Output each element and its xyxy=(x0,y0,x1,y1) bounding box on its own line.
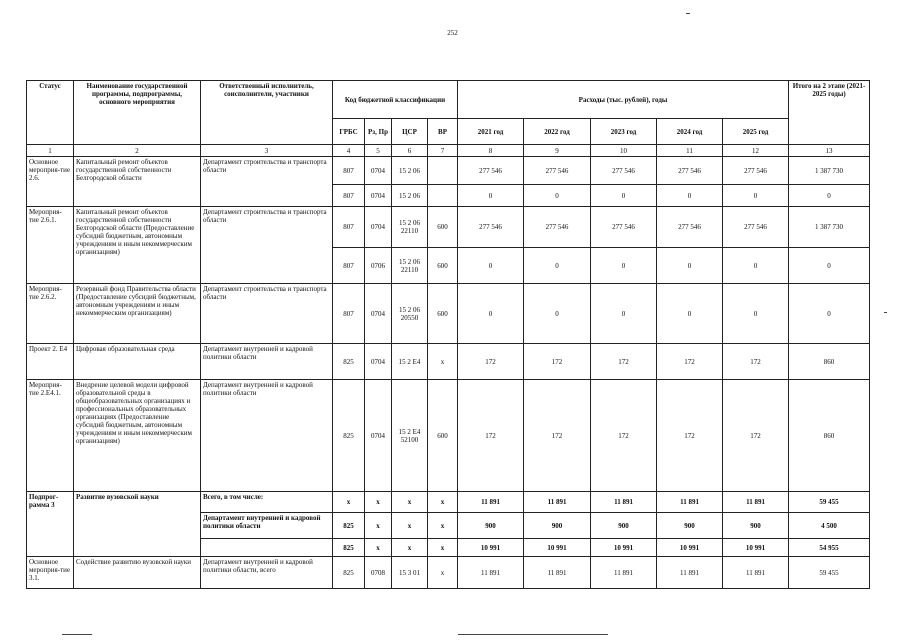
cell-v2022: 0 xyxy=(524,185,591,207)
column-index: 8 xyxy=(458,145,524,157)
cell-v2021: 172 xyxy=(458,344,524,380)
cell-v2023: 900 xyxy=(591,513,657,539)
cell-v2021: 900 xyxy=(458,513,524,539)
cell-grbs: 807 xyxy=(333,207,365,248)
cell-v2022: 172 xyxy=(524,344,591,380)
header-y2025: 2025 год xyxy=(723,119,789,145)
header-y2022: 2022 год xyxy=(524,119,591,145)
cell-rzpr: 0704 xyxy=(365,185,392,207)
table-row xyxy=(27,380,870,492)
cell-responsible: Департамент внутренней и кадровой политики области xyxy=(201,380,333,492)
cell-v2022: 0 xyxy=(524,284,591,344)
cell-vr: 600 xyxy=(428,248,458,284)
header-csr: ЦСР xyxy=(392,119,428,145)
budget-table xyxy=(26,80,870,589)
cell-v2023: 0 xyxy=(591,284,657,344)
cell-v2021: 0 xyxy=(458,284,524,344)
header-grbs: ГРБС xyxy=(333,119,365,145)
cell-v2022: 277 546 xyxy=(524,157,591,185)
cell-vr xyxy=(428,157,458,185)
cell-v2024: 900 xyxy=(657,513,723,539)
cell-name: Содействие развитию вузовской науки xyxy=(74,557,201,589)
cell-v2024: 277 546 xyxy=(657,207,723,248)
cell-status: Проект 2. Е4 xyxy=(27,344,74,380)
cell-v2024: 172 xyxy=(657,380,723,492)
cell-responsible xyxy=(201,539,333,557)
cell-grbs: 807 xyxy=(333,157,365,185)
cell-v2021: 0 xyxy=(458,185,524,207)
cell-v2025: 10 991 xyxy=(723,539,789,557)
cell-vr: 600 xyxy=(428,284,458,344)
cell-csr: 15 3 01 xyxy=(392,557,428,589)
cell-csr: х xyxy=(392,539,428,557)
cell-vr: х xyxy=(428,539,458,557)
cell-status: Мероприя-тие 2.Е4.1. xyxy=(27,380,74,492)
cell-v2023: 277 546 xyxy=(591,207,657,248)
cell-total: 1 387 730 xyxy=(789,207,870,248)
cell-grbs: 825 xyxy=(333,513,365,539)
cell-vr: х xyxy=(428,513,458,539)
cell-csr: 15 2 Е4 xyxy=(392,344,428,380)
cell-total: 860 xyxy=(789,380,870,492)
table-row xyxy=(27,284,870,344)
cell-v2025: 172 xyxy=(723,344,789,380)
cell-v2025: 277 546 xyxy=(723,207,789,248)
cell-v2022: 10 991 xyxy=(524,539,591,557)
table-row xyxy=(27,492,870,513)
cell-v2021: 11 891 xyxy=(458,492,524,513)
cell-total: 860 xyxy=(789,344,870,380)
cell-vr: 600 xyxy=(428,380,458,492)
cell-vr xyxy=(428,185,458,207)
cell-v2022: 277 546 xyxy=(524,207,591,248)
cell-v2021: 277 546 xyxy=(458,157,524,185)
cell-v2022: 900 xyxy=(524,513,591,539)
cell-v2023: 11 891 xyxy=(591,557,657,589)
cell-name: Капитальный ремонт объектов государственной собственности Белгородской области (Предоставление субсидий бюджетным, автономным учреждениям и иным некоммерческим организациям) xyxy=(74,207,201,284)
cell-rzpr: 0704 xyxy=(365,284,392,344)
cell-responsible: Департамент внутренней и кадровой политики области, всего xyxy=(201,557,333,589)
cell-v2024: 10 991 xyxy=(657,539,723,557)
header-row xyxy=(27,81,870,119)
cell-status: Мероприя-тие 2.6.2. xyxy=(27,284,74,344)
cell-grbs: 825 xyxy=(333,380,365,492)
cell-v2023: 0 xyxy=(591,185,657,207)
cell-rzpr: 0708 xyxy=(365,557,392,589)
table-row xyxy=(27,344,870,380)
scan-mark xyxy=(884,312,887,313)
cell-v2024: 0 xyxy=(657,185,723,207)
cell-v2025: 11 891 xyxy=(723,557,789,589)
table-row xyxy=(27,557,870,589)
cell-v2021: 11 891 xyxy=(458,557,524,589)
cell-grbs: х xyxy=(333,492,365,513)
cell-name: Цифровая образовательная среда xyxy=(74,344,201,380)
table-row xyxy=(27,207,870,248)
scan-mark xyxy=(62,634,92,635)
header-vr: ВР xyxy=(428,119,458,145)
column-index: 5 xyxy=(365,145,392,157)
cell-csr: 15 2 06 22110 xyxy=(392,207,428,248)
cell-v2025: 900 xyxy=(723,513,789,539)
column-index: 12 xyxy=(723,145,789,157)
cell-responsible: Всего, в том числе: xyxy=(201,492,333,513)
column-index: 11 xyxy=(657,145,723,157)
cell-rzpr: 0704 xyxy=(365,344,392,380)
cell-v2025: 11 891 xyxy=(723,492,789,513)
cell-v2023: 172 xyxy=(591,380,657,492)
cell-v2023: 10 991 xyxy=(591,539,657,557)
header-expenses: Расходы (тыс. рублей), годы xyxy=(458,81,789,119)
cell-rzpr: х xyxy=(365,492,392,513)
cell-v2025: 0 xyxy=(723,248,789,284)
cell-v2023: 0 xyxy=(591,248,657,284)
cell-total: 59 455 xyxy=(789,557,870,589)
table-row xyxy=(27,157,870,185)
cell-status: Подпрог-рамма 3 xyxy=(27,492,74,557)
header-y2024: 2024 год xyxy=(657,119,723,145)
header-responsible: Ответственный исполнитель, соисполнители, участники xyxy=(201,81,333,145)
cell-v2023: 11 891 xyxy=(591,492,657,513)
cell-vr: 600 xyxy=(428,207,458,248)
cell-vr: х xyxy=(428,557,458,589)
column-index: 4 xyxy=(333,145,365,157)
column-index-row xyxy=(27,145,870,157)
cell-total: 4 500 xyxy=(789,513,870,539)
cell-rzpr: х xyxy=(365,539,392,557)
cell-v2022: 172 xyxy=(524,380,591,492)
cell-responsible: Департамент внутренней и кадровой политики области xyxy=(201,513,333,539)
cell-v2023: 172 xyxy=(591,344,657,380)
column-index: 13 xyxy=(789,145,870,157)
cell-vr: х xyxy=(428,492,458,513)
header-budget-code: Код бюджетной классификации xyxy=(333,81,458,119)
cell-rzpr: 0704 xyxy=(365,380,392,492)
cell-csr: х xyxy=(392,492,428,513)
header-total: Итого на 2 этапе (2021-2025 годы) xyxy=(789,81,870,145)
cell-v2023: 277 546 xyxy=(591,157,657,185)
cell-rzpr: 0706 xyxy=(365,248,392,284)
cell-status: Основное мероприя-тие 3.1. xyxy=(27,557,74,589)
cell-v2024: 0 xyxy=(657,248,723,284)
header-y2021: 2021 год xyxy=(458,119,524,145)
cell-v2025: 0 xyxy=(723,185,789,207)
cell-v2025: 277 546 xyxy=(723,157,789,185)
cell-v2024: 11 891 xyxy=(657,557,723,589)
column-index: 1 xyxy=(27,145,74,157)
cell-csr: 15 2 Е4 52100 xyxy=(392,380,428,492)
column-index: 3 xyxy=(201,145,333,157)
cell-name: Капитальный ремонт объектов государственной собственности Белгородской области xyxy=(74,157,201,207)
cell-v2021: 0 xyxy=(458,248,524,284)
cell-v2024: 0 xyxy=(657,284,723,344)
cell-v2022: 0 xyxy=(524,248,591,284)
cell-csr: 15 2 06 22110 xyxy=(392,248,428,284)
cell-total: 59 455 xyxy=(789,492,870,513)
cell-grbs: 825 xyxy=(333,557,365,589)
cell-responsible: Департамент строительства и транспорта области xyxy=(201,157,333,207)
cell-grbs: 807 xyxy=(333,284,365,344)
cell-grbs: 807 xyxy=(333,185,365,207)
cell-responsible: Департамент строительства и транспорта области xyxy=(201,207,333,284)
cell-v2024: 277 546 xyxy=(657,157,723,185)
cell-total: 54 955 xyxy=(789,539,870,557)
cell-total: 0 xyxy=(789,284,870,344)
cell-v2021: 172 xyxy=(458,380,524,492)
column-index: 9 xyxy=(524,145,591,157)
cell-csr: 15 2 06 xyxy=(392,185,428,207)
header-name: Наименование государственной программы, подпрограммы, основного мероприятия xyxy=(74,81,201,145)
column-index: 7 xyxy=(428,145,458,157)
cell-name: Резервный фонд Правительства области (Предоставление субсидий бюджетным, автономным учреждениям и иным некоммерческим организациям) xyxy=(74,284,201,344)
cell-v2021: 277 546 xyxy=(458,207,524,248)
cell-status: Мероприя-тие 2.6.1. xyxy=(27,207,74,284)
header-rzpr: Рз, Пр xyxy=(365,119,392,145)
cell-responsible: Департамент строительства и транспорта области xyxy=(201,284,333,344)
cell-v2025: 0 xyxy=(723,284,789,344)
cell-rzpr: 0704 xyxy=(365,157,392,185)
cell-v2025: 172 xyxy=(723,380,789,492)
cell-grbs: 807 xyxy=(333,248,365,284)
scan-mark xyxy=(686,13,690,14)
cell-total: 0 xyxy=(789,248,870,284)
scan-mark xyxy=(458,634,608,635)
cell-v2024: 172 xyxy=(657,344,723,380)
header-status: Статус xyxy=(27,81,74,145)
cell-v2021: 10 991 xyxy=(458,539,524,557)
column-index: 2 xyxy=(74,145,201,157)
cell-total: 0 xyxy=(789,185,870,207)
cell-vr: х xyxy=(428,344,458,380)
cell-name: Развитие вузовской науки xyxy=(74,492,201,557)
cell-grbs: 825 xyxy=(333,344,365,380)
cell-name: Внедрение целевой модели цифровой образовательной среды в общеобразовательных организациях и профессиональных образовательных организациях (Предоставление субсидий бюджетным, автономным учреждениям и иным некоммерческим организациям) xyxy=(74,380,201,492)
column-index: 10 xyxy=(591,145,657,157)
cell-responsible: Департамент внутренней и кадровой политики области xyxy=(201,344,333,380)
cell-csr: 15 2 06 xyxy=(392,157,428,185)
cell-v2024: 11 891 xyxy=(657,492,723,513)
column-index: 6 xyxy=(392,145,428,157)
cell-status: Основное мероприя-тие 2.6. xyxy=(27,157,74,207)
cell-rzpr: х xyxy=(365,513,392,539)
header-y2023: 2023 год xyxy=(591,119,657,145)
cell-csr: 15 2 06 20550 xyxy=(392,284,428,344)
cell-v2022: 11 891 xyxy=(524,492,591,513)
cell-grbs: 825 xyxy=(333,539,365,557)
cell-total: 1 387 730 xyxy=(789,157,870,185)
page-number: 252 xyxy=(447,29,458,37)
cell-csr: х xyxy=(392,513,428,539)
cell-rzpr: 0704 xyxy=(365,207,392,248)
cell-v2022: 11 891 xyxy=(524,557,591,589)
